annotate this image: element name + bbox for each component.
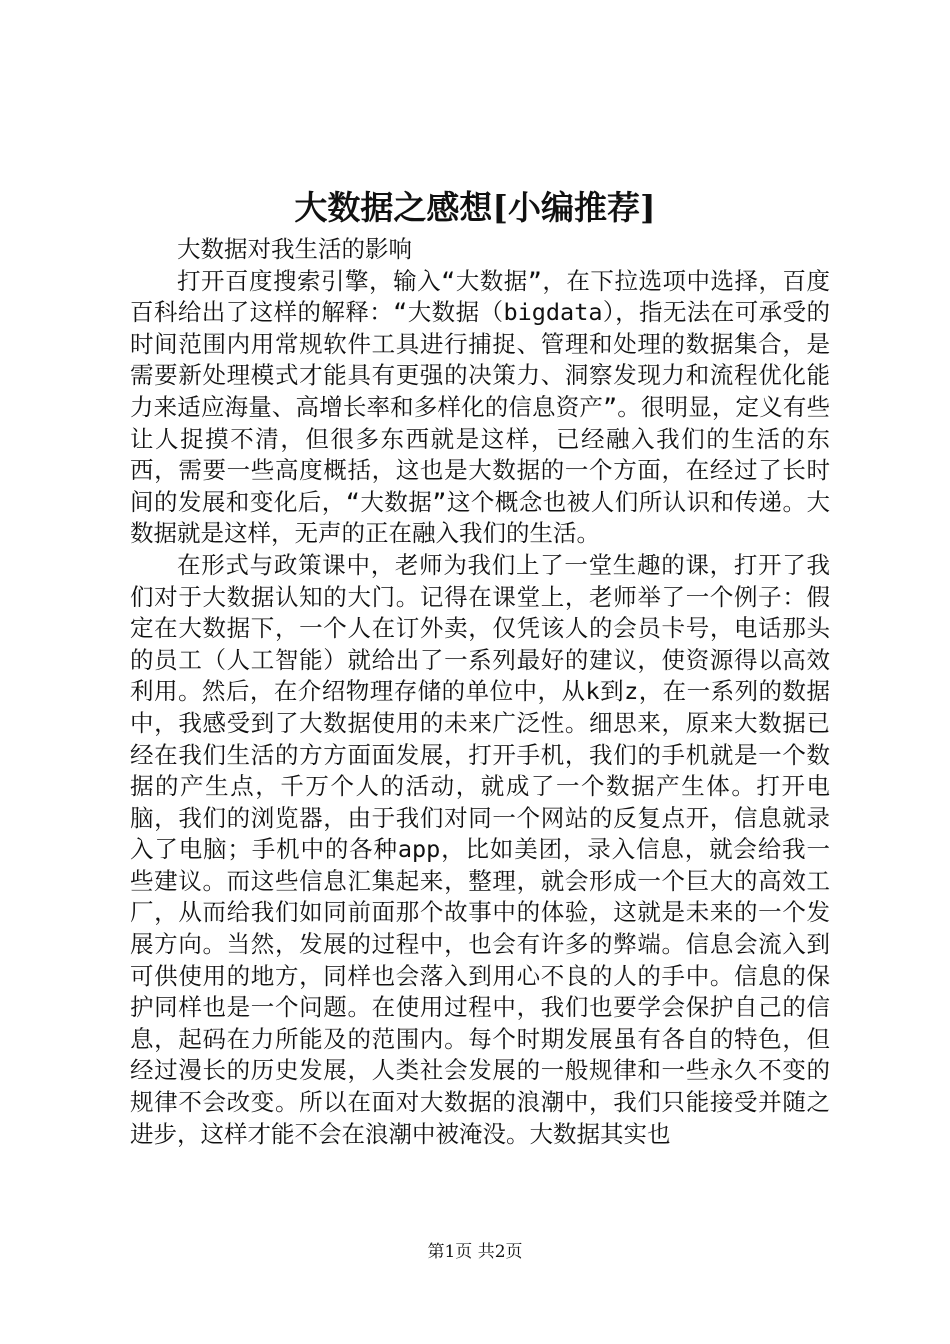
- document-body: [130, 234, 830, 1150]
- paragraph-class-reflection: 在形式与政策课中，老师为我们上了一堂生趣的课，打开了我们对于大数据认知的大门。记得在课堂上，老师举了一个例子：假定在大数据下，一个人在订外卖，仅凭该人的会员卡号，电话那头的员工（人工智能）就给出了一系列最好的建议，使资源得以高效利用。然后，在介绍物理存储的单位中，从k到z，在一系列的数据中，我感受到了大数据使用的未来广泛性。细思来，原来大数据已经在我们生活的方方面面发展，打开手机，我们的手机就是一个数据的产生点，千万个人的活动，就成了一个数据产生体。打开电脑，我们的浏览器，由于我们对同一个网站的反复点开，信息就录入了电脑；手机中的各种app，比如美团，录入信息，就会给我一些建议。而这些信息汇集起来，整理，就会形成一个巨大的高效工厂，从而给我们如同前面那个故事中的体验，这就是未来的一个发展方向。当然，发展的过程中，也会有许多的弊端。信息会流入到可供使用的地方，同样也会落入到用心不良的人的手中。信息的保护同样也是一个问题。在使用过程中，我们也要学会保护自己的信息，起码在力所能及的范围内。每个时期发展虽有各自的特色，但经过漫长的历史发展，人类社会发展的一般规律和一些永久不变的规律不会改变。所以在面对大数据的浪潮中，我们只能接受并随之进步，这样才能不会在浪潮中被淹没。大数据其实也: [130, 550, 830, 1148]
- paragraph-subtitle: 大数据对我生活的影响: [177, 235, 412, 263]
- page-number-footer: 第1页 共2页: [427, 1242, 523, 1262]
- paragraph-definition: 打开百度搜索引擎，输入“大数据”，在下拉选项中选择，百度百科给出了这样的解释：“大数据（bigdata），指无法在可承受的时间范围内用常规软件工具进行捕捉、管理和处理的数据集合，是需要新处理模式才能具有更强的决策力、洞察发现力和流程优化能力来适应海量、高增长率和多样化的信息资产”。很明显，定义有些让人捉摸不清，但很多东西就是这样，已经融入我们的生活的东西，需要一些高度概括，这也是大数据的一个方面，在经过了长时间的发展和变化后，“大数据”这个概念也被人们所认识和传递。大数据就是这样，无声的正在融入我们的生活。: [130, 266, 830, 548]
- document-title: 大数据之感想[小编推荐]: [294, 188, 656, 227]
